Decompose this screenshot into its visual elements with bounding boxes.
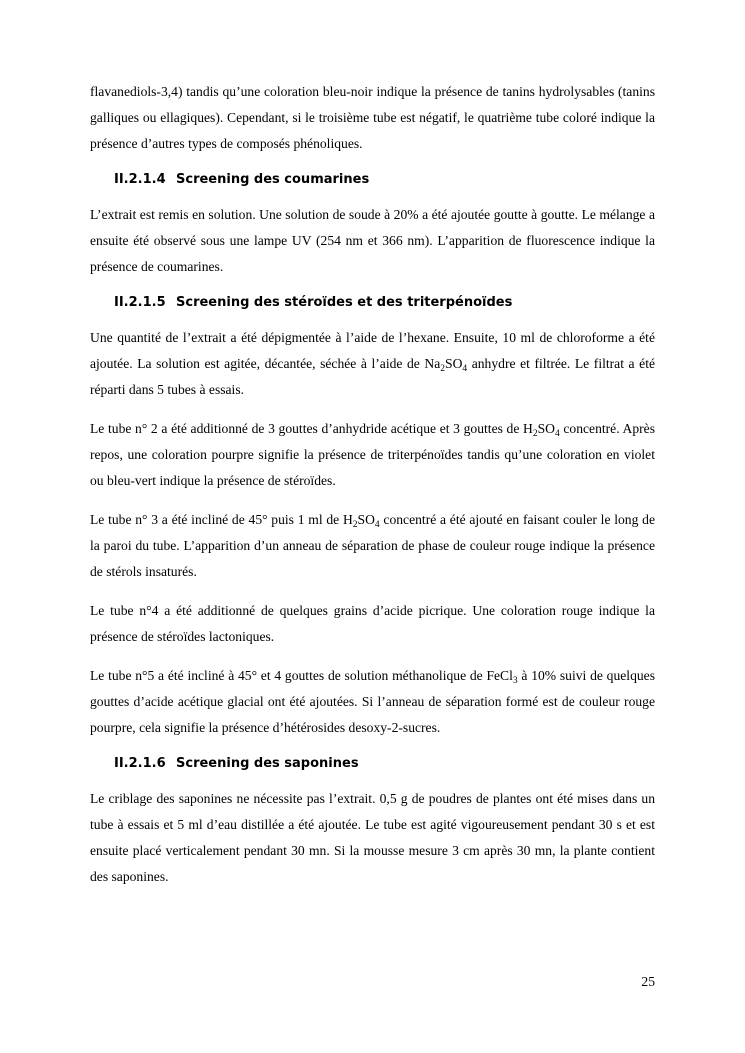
heading-number: II.2.1.5 <box>114 295 166 310</box>
paragraph-saponines: Le criblage des saponines ne nécessite pas l’extrait. 0,5 g de poudres de plantes ont été mises dans un tube à essais et 5 ml d’eau distillée a été ajoutée. Le tube est agité vigoureusement pendant 30 s et est ensuite placé verticalement pendant 30 mn. Si la mousse mesure 3 cm après 30 mn, la plante contient des saponines. <box>90 791 655 884</box>
paragraph-tube-4: Le tube n°4 a été additionné de quelques grains d’acide picrique. Une coloration rouge indique la présence de stéroïdes lactoniques. <box>90 603 655 644</box>
heading-title: Screening des saponines <box>176 756 359 771</box>
heading-title: Screening des stéroïdes et des triterpénoïdes <box>176 295 513 310</box>
heading-coumarines <box>114 170 655 190</box>
page-number: 25 <box>641 974 655 989</box>
heading-number: II.2.1.6 <box>114 756 166 771</box>
heading-saponines <box>114 754 655 774</box>
paragraph-tube-3: Le tube n° 3 a été incliné de 45° puis 1 ml de $H_2SO_4$ concentré a été ajouté en faisant couler le long de la paroi du tube. L’apparition d’un anneau de séparation de phase de couleur rouge indique la présence de stérols insaturés. <box>90 512 655 579</box>
heading-number: II.2.1.4 <box>114 172 166 187</box>
document-page <box>90 79 655 903</box>
paragraph-coumarines: L’extrait est remis en solution. Une solution de soude à 20% a été ajoutée goutte à goutte. Le mélange a ensuite été observé sous une lampe UV (254 nm et 366 nm). L’apparition de fluorescence indique la présence de coumarines. <box>90 207 655 274</box>
paragraph-tanins-continued: flavanediols-3,4) tandis qu’une coloration bleu-noir indique la présence de tanins hydrolysables (tanins galliques ou ellagiques). Cependant, si le troisième tube est négatif, le quatrième tube coloré indique la présence d’autres types de composés phénoliques. <box>90 84 655 151</box>
paragraph-depigmentation: Une quantité de l’extrait a été dépigmentée à l’aide de l’hexane. Ensuite, 10 ml de chloroforme a été ajoutée. La solution est agitée, décantée, séchée à l’aide de $Na_2SO_4$ anhydre et filtrée. Le filtrat a été réparti dans 5 tubes à essais. <box>90 330 655 397</box>
heading-title: Screening des coumarines <box>176 172 370 187</box>
paragraph-tube-5: Le tube n°5 a été incliné à 45° et 4 gouttes de solution méthanolique de FeCl$_3$ à 10% suivi de quelques gouttes d’acide acétique glacial ont été ajoutées. Si l’anneau de séparation formé est de couleur rouge pourpre, cela signifie la présence d’hétérosides desoxy-2-sucres. <box>90 668 655 735</box>
paragraph-tube-2: Le tube n° 2 a été additionné de 3 gouttes d’anhydride acétique et 3 gouttes de $H_2SO_4$ concentré. Après repos, une coloration pourpre signifie la présence de triterpénoïdes tandis qu’une coloration en violet ou bleu-vert indique la présence de stéroïdes. <box>90 421 655 488</box>
heading-steroides <box>114 293 655 313</box>
